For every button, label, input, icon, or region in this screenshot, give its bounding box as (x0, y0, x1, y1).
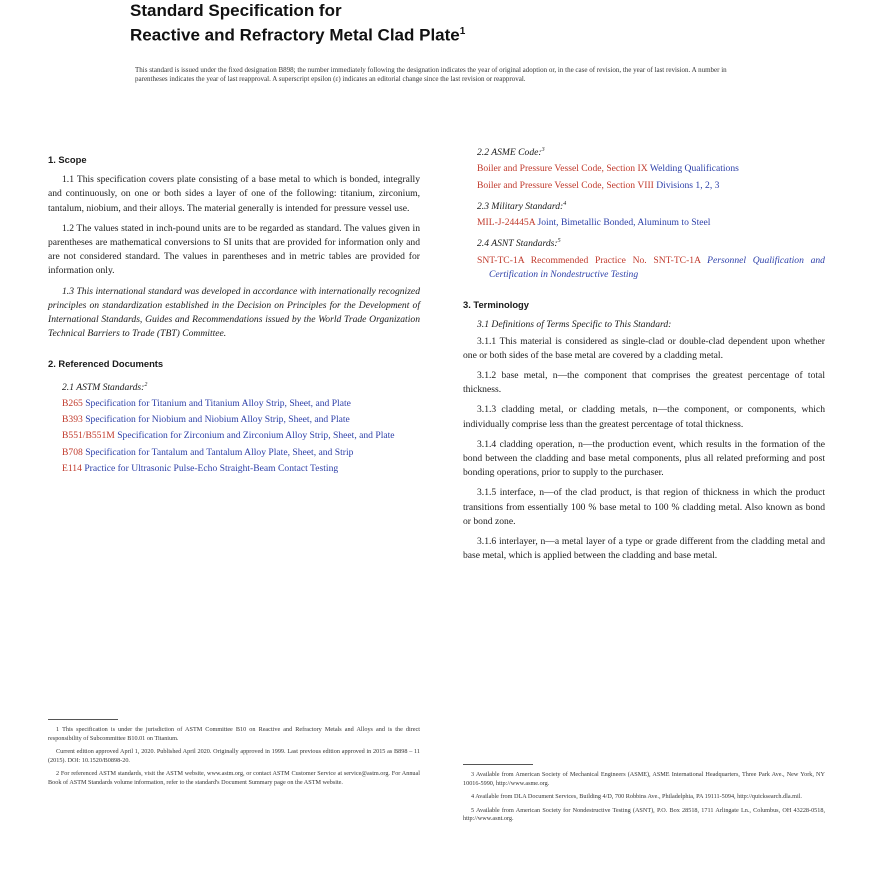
ref-item-asme-viii[interactable]: Boiler and Pressure Vessel Code, Section VIII Divisions 1, 2, 3 (477, 179, 720, 191)
terminology-3-1-1: 3.1.1 This material is considered as single-clad or double-clad dependent upon whether one or both sides of the base metal are covered by a cladding metal. (463, 335, 825, 361)
terminology-3-1-6: 3.1.6 interlayer, n—a metal layer of a type or grade different from the cladding metal and base metal, which is applied between the cladding and base metal. (463, 536, 825, 562)
title-line-1: Standard Specification for (130, 1, 342, 20)
title-line-2: Reactive and Refractory Metal Clad Plate$^1$ (130, 25, 466, 45)
left-column (48, 145, 420, 478)
ref-item-e114[interactable]: E114 Practice for Ultrasonic Pulse-Echo Straight-Beam Contact Testing (62, 462, 339, 474)
terminology-3-1-5: 3.1.5 interface, n—of the clad product, is that region of thickness in which the product transitions from essentially 100 % base metal to 100 % cladding metal. Also known as bond or bond zone. (463, 487, 825, 527)
military-standard-subheading: 2.3 Military Standard:$^4$ (477, 200, 567, 212)
scope-paragraph-3: 1.3 This international standard was developed in accordance with internationally recognized principles on standardization established in the Decision on Principles for the Development of International Standards, Guides and Recommendations issued by the World Trade Organization Technical Barriers to Trade (TBT) Committee. (48, 285, 420, 340)
footnote-5: 5 Available from American Society for Nondestructive Testing (ASNT), P.O. Box 28518, 1711 Arlingate Ln., Columbus, OH 43228-0518, http://www.asnt.org. (463, 806, 825, 823)
scope-paragraph-1: 1.1 This specification covers plate consisting of a base metal to which is bonded, integrally and continuously, on one or both sides a layer of one of the following: titanium, zirconium, tantalum, niobium, and their alloys. The material generally is intended for pressure vessel use. (48, 174, 420, 214)
terminology-3-1-3: 3.1.3 cladding metal, or cladding metals, n—the component, or components, which individually comprise less than the greatest percentage of total thickness. (463, 404, 825, 430)
footnote-4: 4 Available from DLA Document Services, Building 4/D, 700 Robbins Ave., Philadelphia, PA 19111-5094, http://quicksearch.dla.mil. (471, 793, 802, 801)
terminology-definition-heading: 3.1 Definitions of Terms Specific to This Standard: (477, 319, 672, 331)
footnote-2: 2 For referenced ASTM standards, visit the ASTM website, www.astm.org, or contact ASTM Customer Service at service@astm.org. For Annual Book of ASTM Standards volume information, refer to the standard's Document Summary page on the ASTM website. (48, 770, 420, 786)
asme-code-subheading: 2.2 ASME Code:$^3$ (477, 147, 545, 159)
designation-note: This standard is issued under the fixed designation B898; the number immediately following the designation indicates the year of original adoption or, in the case of revision, the year of last revision. A number in parentheses indicates the year of last reapproval. A superscript epsilon (ε) indicates an editorial change since the last revision or reapproval. (135, 66, 727, 83)
ref-item-b393[interactable]: B393 Specification for Niobium and Niobium Alloy Strip, Sheet, and Plate (62, 414, 350, 426)
section-heading-scope: 1. Scope (48, 154, 87, 165)
ref-item-b708[interactable]: B708 Specification for Tantalum and Tantalum Alloy Plate, Sheet, and Strip (62, 446, 354, 458)
asnt-standards-subheading: 2.4 ASNT Standards:$^5$ (477, 238, 561, 250)
terminology-3-1-2: 3.1.2 base metal, n—the component that comprises the greatest percentage of total thickness. (463, 370, 825, 396)
footnote-1-edition: Current edition approved April 1, 2020. Published April 2020. Originally approved in 1999. Last previous edition approved in 2015 as B898 – 11 (2015). DOI: 10.1520/B0898-20. (48, 748, 420, 764)
ref-item-b265[interactable]: B265 Specification for Titanium and Titanium Alloy Strip, Sheet, and Plate (62, 398, 351, 410)
footnote-1: 1 This specification is under the jurisdiction of ASTM Committee B10 on Reactive and Refractory Metals and Alloys and is the direct responsibility of Subcommittee B10.01 on Titanium. (48, 726, 420, 742)
footnote-3: 3 Available from American Society of Mechanical Engineers (ASME), ASME International Headquarters, Three Park Ave., New York, NY 10016-5990, http://www.asme.org. (463, 771, 825, 787)
footnotes-right (463, 771, 825, 829)
section-heading-referenced-documents: 2. Referenced Documents (48, 358, 164, 370)
title-block (130, 0, 770, 46)
ref-item-snt-tc-1a[interactable]: SNT-TC-1A Recommended Practice No. SNT-TC-1A Personnel Qualification and Certification in Nondestructive Testing (477, 254, 825, 280)
right-column (463, 143, 825, 569)
terminology-3-1-4: 3.1.4 cladding operation, n—the production event, which results in the formation of the bond between the cladding and base metal components, plus all related preforming and post bonding operations, prior to supply to the purchaser. (463, 438, 825, 479)
footnote-rule-right (463, 764, 533, 765)
scope-paragraph-2: 1.2 The values stated in inch-pound units are to be regarded as standard. The values given in parentheses are mathematical conversions to SI units that are provided for information only and are not considered standard. The values in parentheses and in metric tables are provided for information only. (48, 222, 420, 277)
ref-item-mil-j-24445a[interactable]: MIL-J-24445A Joint, Bimetallic Bonded, Aluminum to Steel (477, 217, 711, 229)
ref-item-b551[interactable]: B551/B551M Specification for Zirconium and Zirconium Alloy Strip, Sheet, and Plate (62, 430, 395, 442)
astm-standards-subheading: 2.1 ASTM Standards:$^2$ (62, 381, 148, 393)
ref-item-asme-ix[interactable]: Boiler and Pressure Vessel Code, Section IX Welding Qualifications (477, 163, 739, 175)
footnotes-left (48, 726, 420, 793)
footnote-rule-left (48, 719, 118, 720)
section-heading-terminology: 3. Terminology (463, 299, 529, 311)
